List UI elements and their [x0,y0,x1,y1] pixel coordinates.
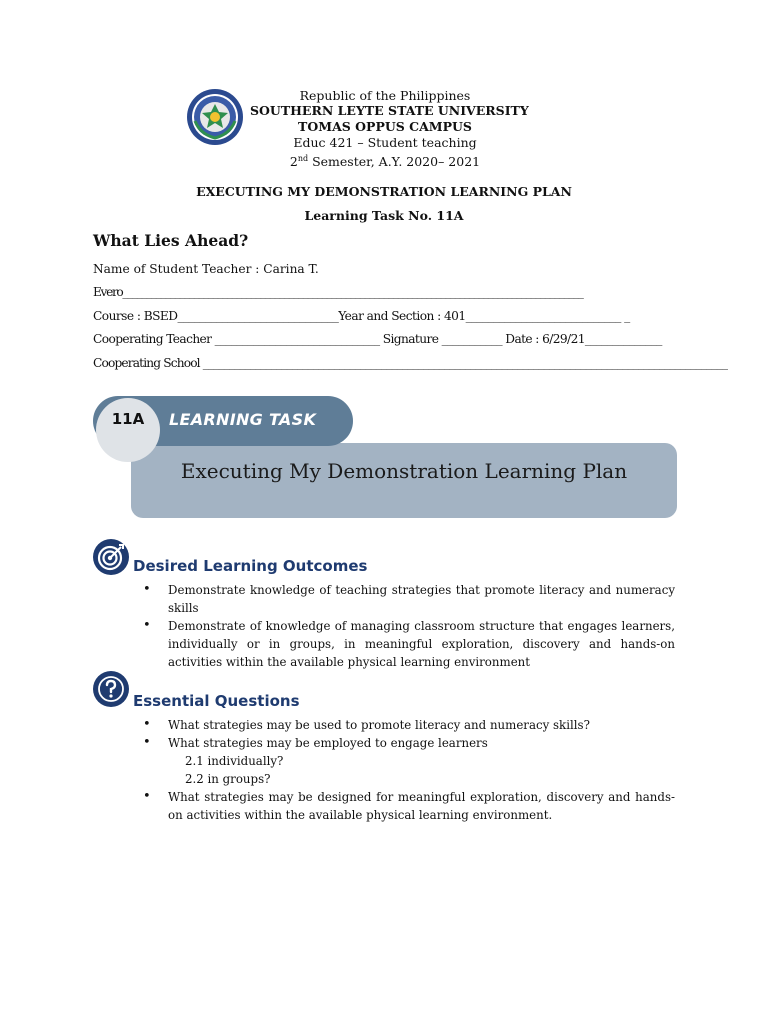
essential-questions-heading: Essential Questions [133,692,300,710]
desired-outcomes-list [143,581,675,671]
learning-task-label: LEARNING TASK [169,410,317,429]
question-icon [92,670,130,708]
header-campus: TOMAS OPPUS CAMPUS [298,119,472,134]
student-teacher-field: Name of Student Teacher : Carina T. [93,262,319,276]
task-number-title: Learning Task No. 11A [304,208,464,223]
document-title: EXECUTING MY DEMONSTRATION LEARNING PLAN [196,184,572,199]
list-item: • What strategies may be designed for meaningful exploration, discovery and hands-on activities within the available physical learning environment. [143,789,675,822]
university-seal [186,88,244,146]
essential-questions-list [143,716,675,824]
desired-outcomes-heading: Desired Learning Outcomes [133,557,368,575]
student-teacher-surname-field: Evero_________________________________________________________________________________________________ [93,285,583,299]
task-number-badge [96,398,160,462]
what-lies-ahead-heading: What Lies Ahead? [93,231,249,250]
header-semester: 2nd Semester, A.Y. 2020– 2021 [289,154,481,170]
header-course-code: Educ 421 – Student teaching [293,135,477,150]
sub-list-item: 2.2 in groups? [185,772,271,786]
cooperating-teacher-field: Cooperating Teacher ______________________________ Signature ___________ Date : 6/29/21______________ [93,332,662,346]
header-university: SOUTHERN LEYTE STATE UNIVERSITY [250,103,529,118]
plan-title: Executing My Demonstration Learning Plan [180,459,628,483]
task-number: 11A [111,410,145,428]
cooperating-school-field: Cooperating School ____________________________________________________________________________________________________ [93,356,728,370]
header-republic: Republic of the Philippines [299,88,471,103]
target-icon [92,538,130,576]
list-item: • Demonstrate of knowledge of managing classroom structure that engages learners, individually or in groups, in meaningful exploration, discovery and hands-on activities within the available physical learning environment [143,618,675,669]
list-item: • What strategies may be used to promote literacy and numeracy skills? [143,717,590,732]
list-item: • What strategies may be employed to engage learners [143,735,488,750]
list-item: • Demonstrate knowledge of teaching strategies that promote literacy and numeracy skills [143,582,675,615]
sub-list-item: 2.1 individually? [185,754,284,768]
course-section-field: Course : BSED_____________________________Year and Section : 401____________________________ _ [93,309,630,323]
